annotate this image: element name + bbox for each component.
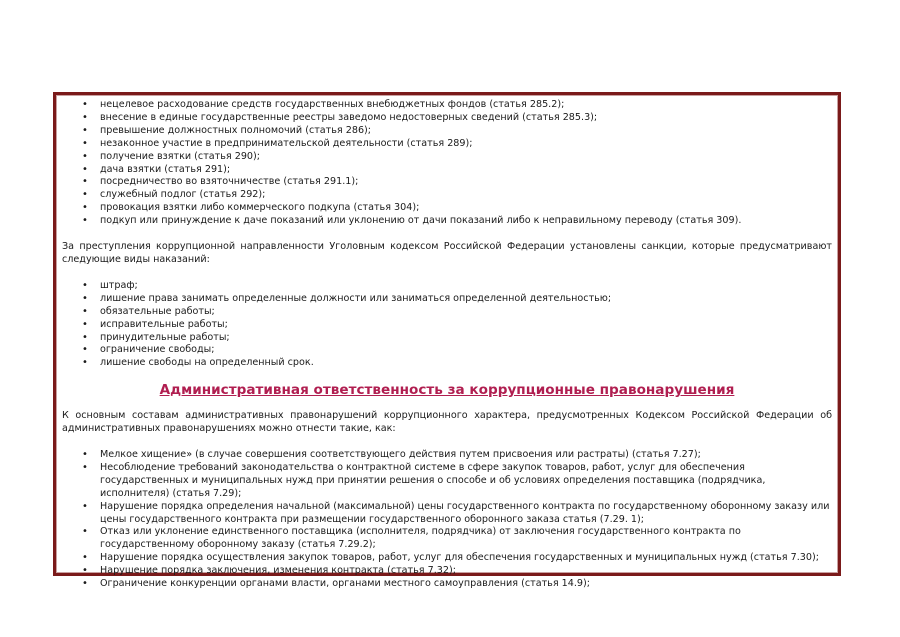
list-item: • исправительные работы;: [62, 319, 832, 332]
list-item: • Несоблюдение требований законодательства о контрактной системе в сфере закупок товаров, работ, услуг для обеспечения государственных и муниципальных нужд при принятии решения о способе и об условиях определения поставщика (подрядчика, исполнителя) (статья 7.29);: [62, 462, 832, 501]
list-item: • ограничение свободы;: [62, 344, 832, 357]
administrative-paragraph: К основным составам административных правонарушений коррупционного характера, предусмотренных Кодексом Российской Федерации об административных правонарушениях можно отнести такие, как:: [62, 410, 832, 435]
list-item: • Нарушение порядка заключения, изменения контракта (статья 7.32);: [62, 565, 832, 578]
list-item: • нецелевое расходование средств государственных внебюджетных фондов (статья 285.2);: [62, 99, 832, 112]
list-item: • дача взятки (статья 291);: [62, 164, 832, 177]
list-item: • Нарушение порядка определения начальной (максимальной) цены государственного контракта по государственному оборонному заказу или цены государственного контракта при размещении государственного оборонного заказа статья (7.29. 1);: [62, 501, 832, 527]
list-item: • служебный подлог (статья 292);: [62, 189, 832, 202]
list-item: • провокация взятки либо коммерческого подкупа (статья 304);: [62, 202, 832, 215]
list-item: • Ограничение конкуренции органами власти, органами местного самоуправления (статья 14.9);: [62, 578, 832, 591]
list-item: • Нарушение порядка осуществления закупок товаров, работ, услуг для обеспечения государственных и муниципальных нужд (статья 7.30);: [62, 552, 832, 565]
list-item: • внесение в единые государственные реестры заведомо недостоверных сведений (статья 285.3);: [62, 112, 832, 125]
document-frame: [53, 92, 841, 590]
list-item: • получение взятки (статья 290);: [62, 151, 832, 164]
list-item: • обязательные работы;: [62, 306, 832, 319]
list-item: • Отказ или уклонение единственного поставщика (исполнителя, подрядчика) от заключения государственного контракта по государственному оборонному заказу (статья 7.29.2);: [62, 526, 832, 552]
list-item: • принудительные работы;: [62, 332, 832, 345]
list-item: • лишение свободы на определенный срок.: [62, 357, 832, 370]
list-item: • превышение должностных полномочий (статья 286);: [62, 125, 832, 138]
list-item: • посредничество во взяточничестве (статья 291.1);: [62, 176, 832, 189]
sanctions-paragraph: За преступления коррупционной направленности Уголовным кодексом Российской Федерации установлены санкции, которые предусматривают следующие виды наказаний:: [62, 241, 832, 265]
administrative-offenses-list: [62, 449, 832, 591]
penalties-list: [62, 280, 832, 370]
section-heading: Административная ответственность за коррупционные правонарушения: [159, 382, 735, 399]
list-item: • незаконное участие в предпринимательской деятельности (статья 289);: [62, 138, 832, 151]
list-item: • Мелкое хищение» (в случае совершения соответствующего действия путем присвоения или растраты) (статья 7.27);: [62, 449, 832, 462]
list-item: • штраф;: [62, 280, 832, 293]
list-item: • подкуп или принуждение к даче показаний или уклонению от дачи показаний либо к неправильному переводу (статья 309).: [62, 215, 832, 228]
list-item: • лишение права занимать определенные должности или заниматься определенной деятельностью;: [62, 293, 832, 306]
crimes-list: [62, 99, 832, 228]
